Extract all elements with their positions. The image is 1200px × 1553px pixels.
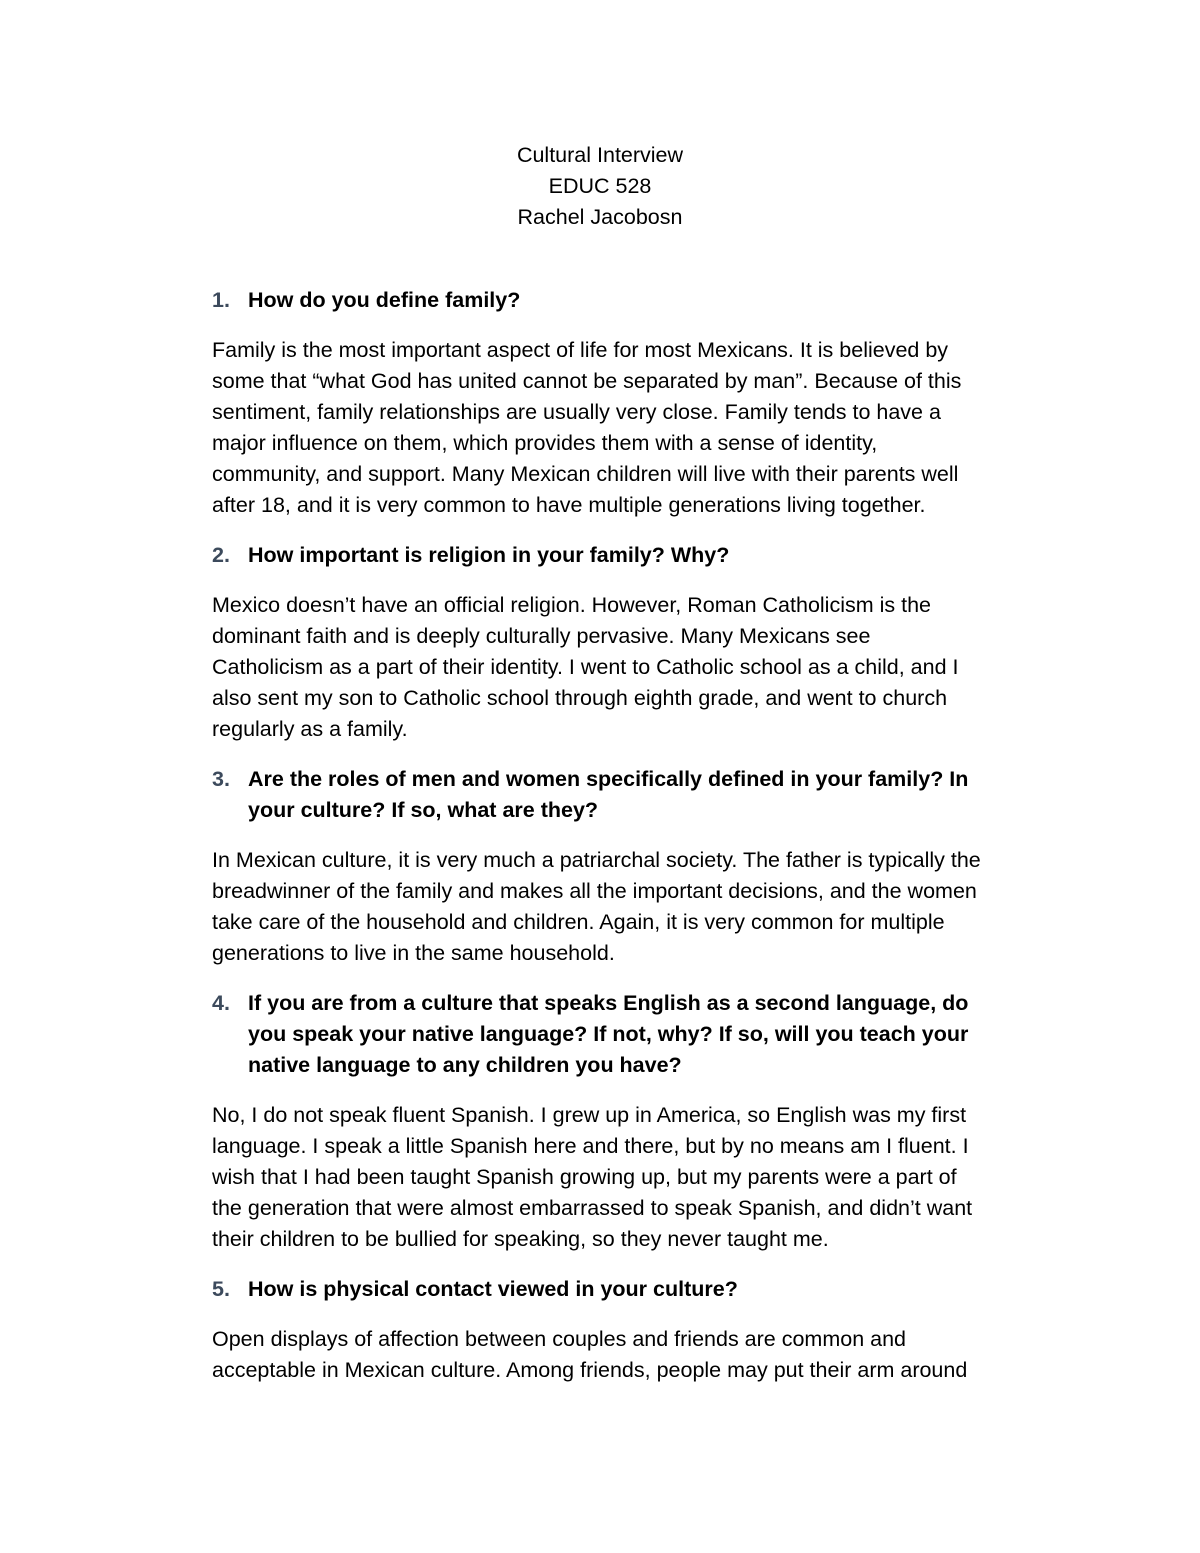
question-line: native language to any children you have? [248,1053,682,1077]
answer-line: breadwinner of the family and makes all the important decisions, and the women [212,879,977,903]
answer-line: some that “what God has united cannot be separated by man”. Because of this [212,369,962,393]
answer-line: take care of the household and children. Again, it is very common for multiple [212,910,945,934]
question-number: 3. [212,767,230,791]
answer-line: generations to live in the same household. [212,941,615,965]
answer-2 [212,590,1074,745]
question-1 [212,285,1074,316]
question-text [248,1274,1074,1305]
answer-3 [212,845,1074,969]
answer-line: also sent my son to Catholic school through eighth grade, and went to church [212,686,948,710]
answer-line: community, and support. Many Mexican children will live with their parents well [212,462,959,486]
question-line: How is physical contact viewed in your culture? [248,1277,738,1301]
question-2 [212,540,1074,571]
question-number: 5. [212,1277,230,1301]
question-number: 1. [212,288,230,312]
question-text [248,540,1074,571]
document-header [0,140,1200,233]
question-line: you speak your native language? If not, why? If so, will you teach your [248,1022,969,1046]
question-text [248,988,1074,1081]
answer-line: language. I speak a little Spanish here and there, but by no means am I fluent. I [212,1134,969,1158]
author-name: Rachel Jacobosn [517,205,683,229]
answer-line: regularly as a family. [212,717,408,741]
answer-5 [212,1324,1074,1386]
answer-1 [212,335,1074,521]
document-title: Cultural Interview [516,143,684,167]
answer-line: Mexico doesn’t have an official religion. However, Roman Catholicism is the [212,593,932,617]
answer-line: the generation that were almost embarrassed to speak Spanish, and didn’t want [212,1196,973,1220]
answer-line: dominant faith and is deeply culturally pervasive. Many Mexicans see [212,624,871,648]
course-code: EDUC 528 [548,174,652,198]
question-4 [212,988,1074,1081]
question-text [248,285,1074,316]
answer-line: wish that I had been taught Spanish growing up, but my parents were a part of [212,1165,957,1189]
answer-line: major influence on them, which provides them with a sense of identity, [212,431,878,455]
question-line: How do you define family? [248,288,521,312]
answer-line: Family is the most important aspect of life for most Mexicans. It is believed by [212,338,949,362]
answer-line: their children to be bullied for speaking, so they never taught me. [212,1227,829,1251]
question-text [248,764,1074,826]
interview-content [212,285,1074,1405]
question-line: Are the roles of men and women specifically defined in your family? In [248,767,969,791]
question-number: 4. [212,991,230,1015]
question-line: How important is religion in your family? Why? [248,543,730,567]
answer-line: sentiment, family relationships are usually very close. Family tends to have a [212,400,941,424]
question-line: your culture? If so, what are they? [248,798,599,822]
answer-line: after 18, and it is very common to have multiple generations living together. [212,493,926,517]
answer-line: No, I do not speak fluent Spanish. I grew up in America, so English was my first [212,1103,967,1127]
answer-line: Catholicism as a part of their identity. I went to Catholic school as a child, and I [212,655,959,679]
question-line: If you are from a culture that speaks English as a second language, do [248,991,969,1015]
answer-line: acceptable in Mexican culture. Among friends, people may put their arm around [212,1358,968,1382]
answer-4 [212,1100,1074,1255]
answer-line: In Mexican culture, it is very much a patriarchal society. The father is typically the [212,848,981,872]
question-number: 2. [212,543,230,567]
answer-line: Open displays of affection between couples and friends are common and [212,1327,907,1351]
question-3 [212,764,1074,826]
question-5 [212,1274,1074,1305]
